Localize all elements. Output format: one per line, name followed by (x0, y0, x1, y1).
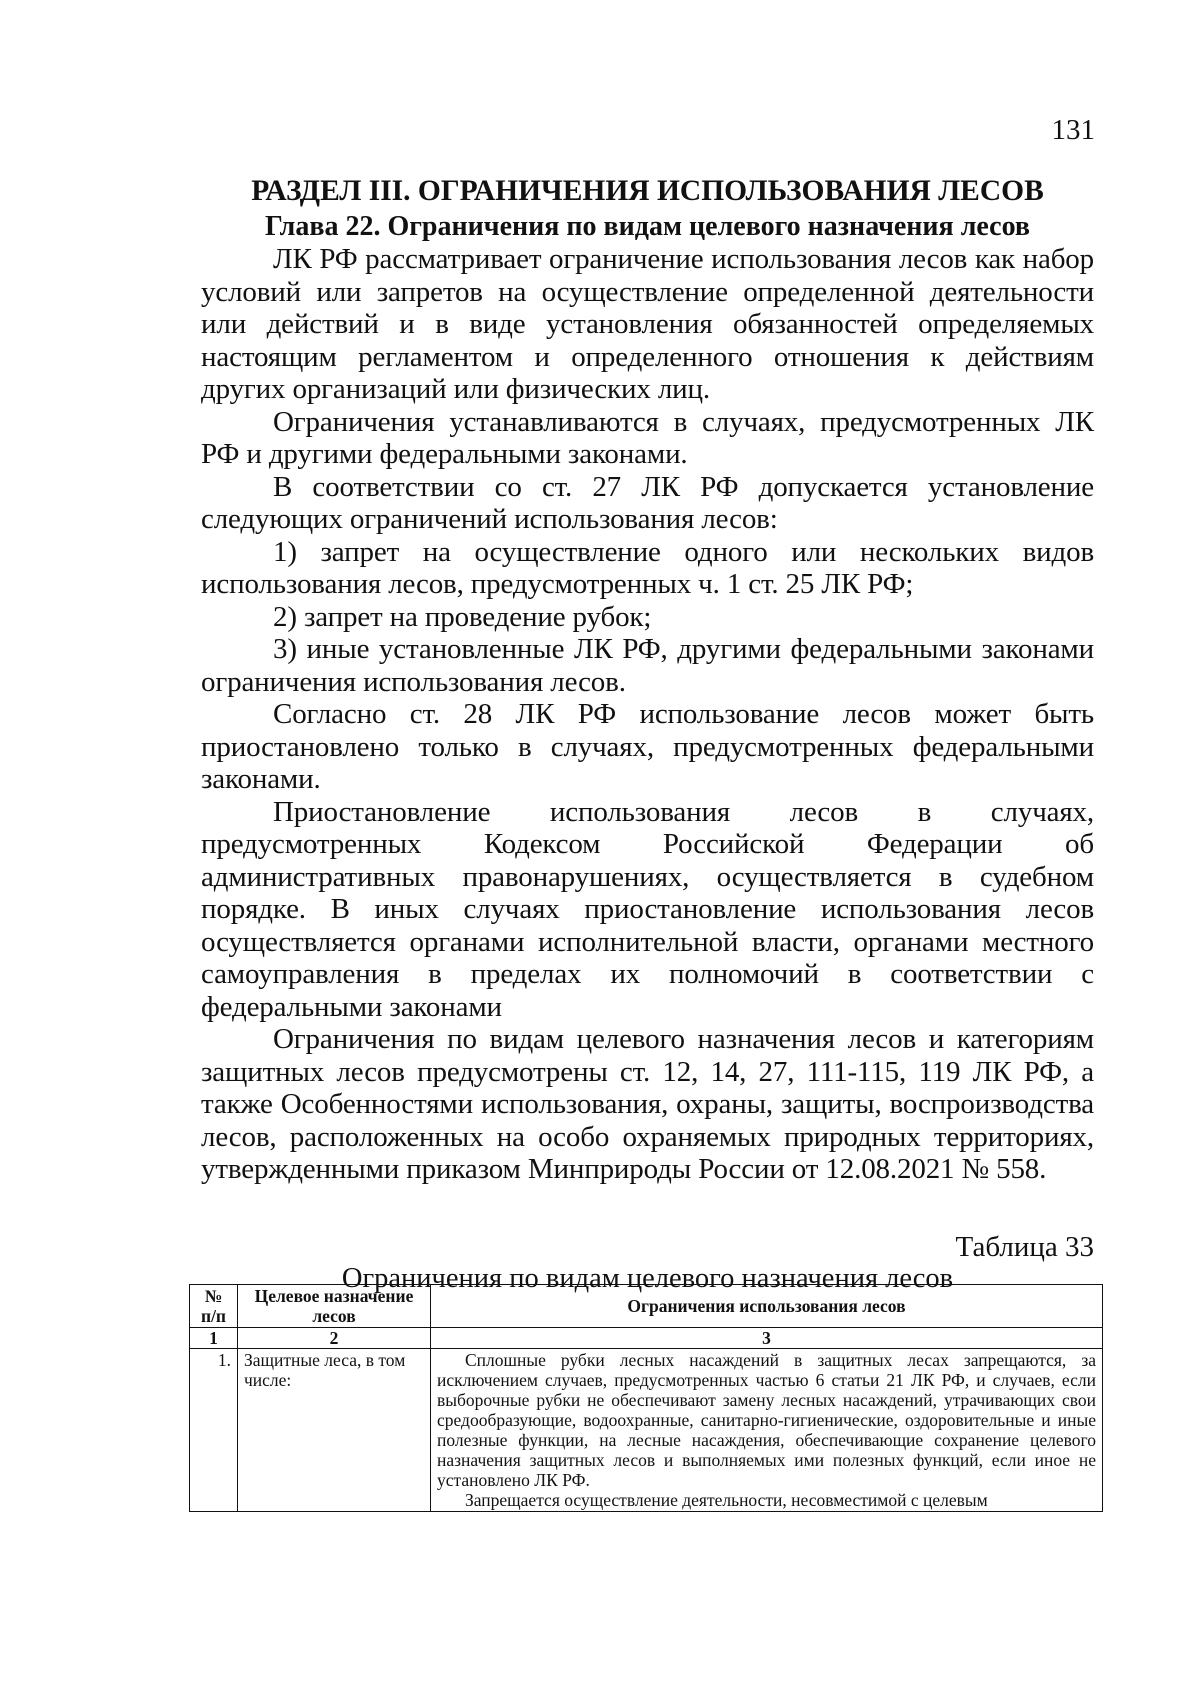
list-item: 2) запрет на проведение рубок; (273, 600, 652, 633)
header-restrictions: Ограничения использования лесов (431, 1285, 1103, 1328)
paragraph: ЛК РФ рассматривает ограничение использования лесов как набор условий или запретов на осуществление определенной деятельности или действий и в виде установления обязанностей определяемых настоящим регламентом и определенного отношения к действиям других организаций или физических лиц. (201, 243, 1094, 405)
column-number: 1 (190, 1328, 238, 1349)
column-number-row (190, 1328, 1103, 1349)
table-row (190, 1349, 1103, 1512)
list-item: 1) запрет на осуществление одного или нескольких видов использования лесов, предусмотренных ч. 1 ст. 25 ЛК РФ; (201, 535, 1094, 600)
chapter-title: Глава 22. Ограничения по видам целевого назначения лесов (264, 211, 1031, 242)
list-item: 3) иные установленные ЛК РФ, другими федеральными законами ограничения использования лесов. (201, 633, 1094, 698)
restrictions-table (189, 1284, 1103, 1512)
paragraph: Согласно ст. 28 ЛК РФ использование лесов может быть приостановлено только в случаях, предусмотренных федеральными законами. (201, 698, 1094, 795)
paragraph: Ограничения по видам целевого назначения лесов и категориям защитных лесов предусмотрены ст. 12, 14, 27, 111-115, 119 ЛК РФ, а также Особенностями использования, охраны, защиты, воспроизводства лесов, расположенных на особо охраняемых природных территориях, утвержденными приказом Минприроды России от 12.08.2021 № 558. (201, 1023, 1094, 1185)
column-number: 3 (431, 1328, 1103, 1349)
document-body (201, 173, 1094, 1294)
column-number: 2 (238, 1328, 431, 1349)
restriction-text: Сплошные рубки лесных насаждений в защитных лесах запрещаются, за исключением случаев, предусмотренных частью 6 статьи 21 ЛК РФ, и случаев, если выборочные рубки не обеспечивают замену лесных насаждений, утрачивающих свои средообразующие, водоохранные, санитарно-гигиенические, оздоровительные и иные полезные функции, на лесные насаждения, обеспечивающие сохранение целевого назначения защитных лесов и выполняемых ими полезных функций, если иное не установлено ЛК РФ. (437, 1350, 1096, 1490)
table-header-row (190, 1285, 1103, 1328)
section-title: РАЗДЕЛ III. ОГРАНИЧЕНИЯ ИСПОЛЬЗОВАНИЯ ЛЕСОВ (251, 175, 1044, 207)
restriction-text: Запрещается осуществление деятельности, несовместимой с целевым (465, 1490, 988, 1510)
table-label: Таблица 33 (955, 1230, 1094, 1263)
paragraph: В соответствии со ст. 27 ЛК РФ допускается установление следующих ограничений использования лесов: (201, 470, 1094, 535)
table-caption: Ограничения по видам целевого назначения лесов (341, 1262, 954, 1294)
paragraph: Ограничения устанавливаются в случаях, предусмотренных ЛК РФ и другими федеральными законами. (201, 405, 1094, 470)
row-purpose: Защитные леса, в том числе: (238, 1349, 431, 1512)
row-number: 1. (190, 1349, 238, 1512)
paragraph: Приостановление использования лесов в случаях, предусмотренных Кодексом Российской Федерации об административных правонарушениях, осуществляется в судебном порядке. В иных случаях приостановление использования лесов осуществляется органами исполнительной власти, органами местного самоуправления в пределах их полномочий в соответствии с федеральными законами (201, 795, 1094, 1023)
row-restrictions (431, 1349, 1103, 1512)
header-purpose: Целевое назначение лесов (238, 1285, 431, 1328)
page-number: 131 (1051, 114, 1095, 146)
header-number: № п/п (190, 1285, 238, 1328)
